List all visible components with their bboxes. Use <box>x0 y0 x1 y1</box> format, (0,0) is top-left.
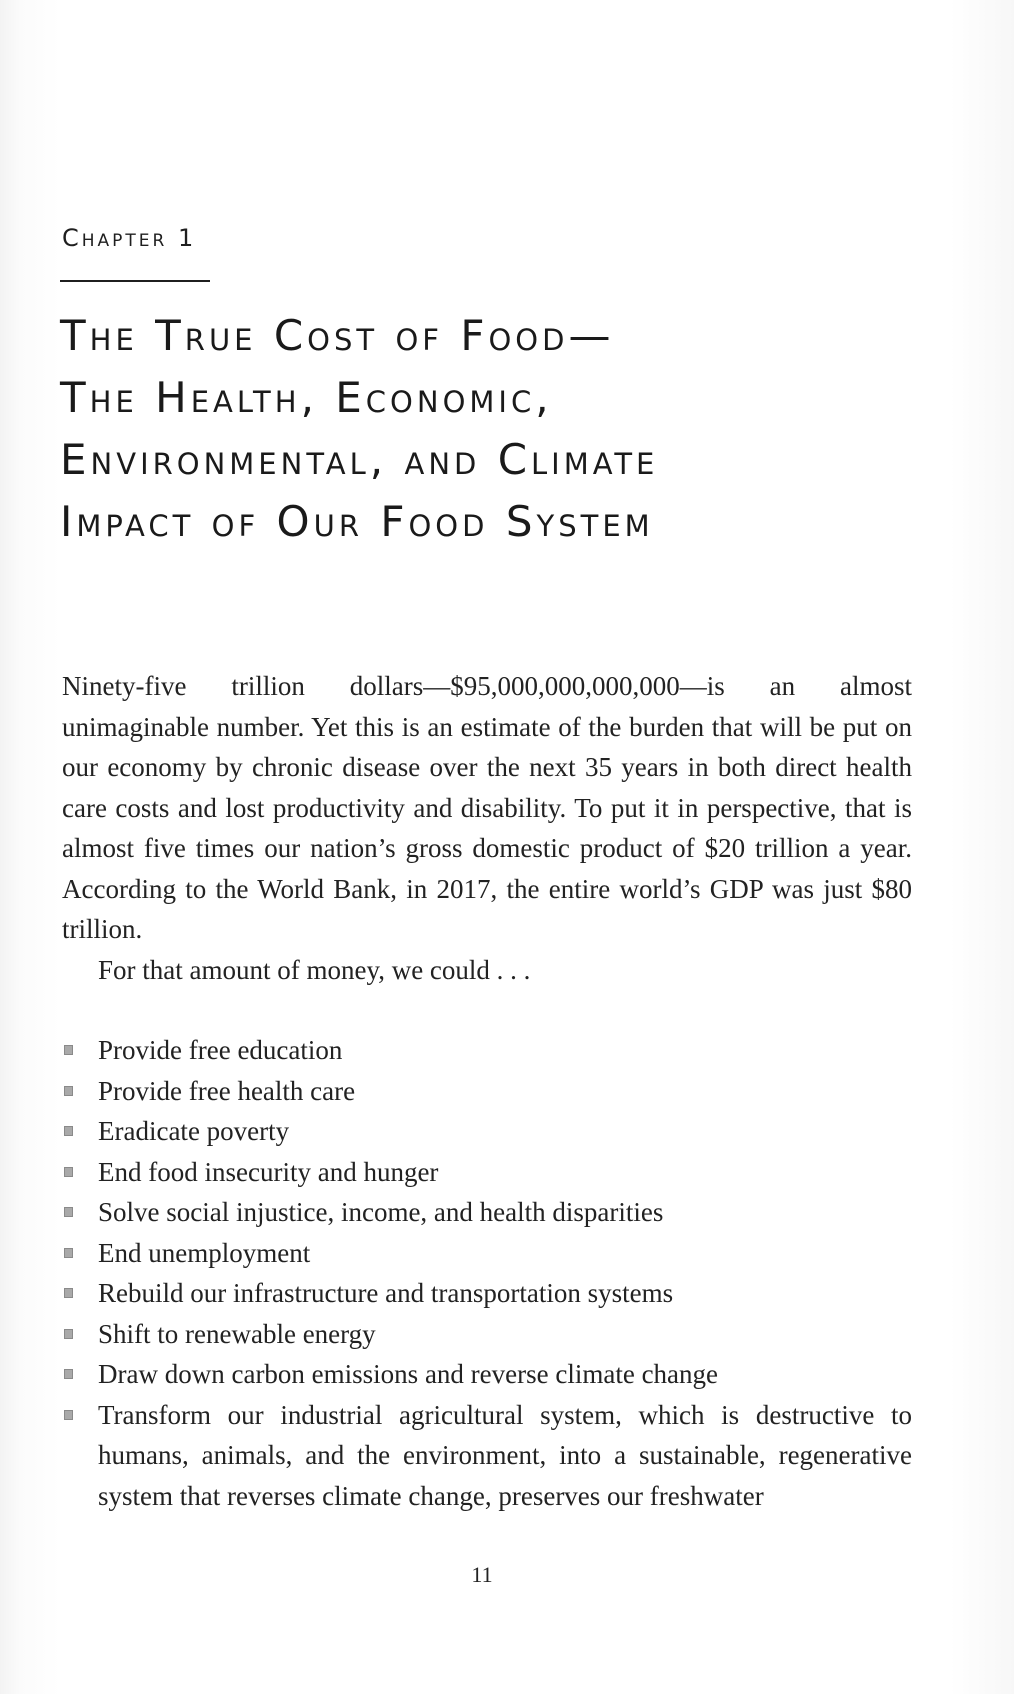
list-item <box>62 1030 912 1071</box>
chapter-title-line: The Health, Economic, <box>60 373 553 422</box>
square-bullet-icon <box>64 1126 73 1136</box>
list-item-text: Draw down carbon emissions and reverse climate change <box>98 1359 719 1389</box>
list-item <box>62 1314 912 1355</box>
square-bullet-icon <box>64 1167 73 1177</box>
list-item <box>62 1152 912 1193</box>
list-item <box>62 1192 912 1233</box>
list-item <box>62 1354 912 1395</box>
list-item <box>62 1273 912 1314</box>
chapter-divider <box>60 280 210 282</box>
list-item-text: End unemployment <box>98 1237 311 1268</box>
chapter-title-line: Environmental, and Climate <box>60 435 659 484</box>
list-item-text: Solve social injustice, income, and health disparities <box>98 1197 664 1227</box>
list-item-text: Transform our industrial agricultural system, which is destructive to humans, animals, and the environment, into a sustainable, regenerative system that reverses climate change, preserves our freshwater <box>98 1399 912 1511</box>
square-bullet-icon <box>64 1086 73 1096</box>
list-item <box>62 1395 912 1517</box>
square-bullet-icon <box>64 1329 73 1339</box>
chapter-title-line: Impact of Our Food System <box>60 497 654 546</box>
square-bullet-icon <box>64 1248 73 1258</box>
list-item-text: Shift to renewable energy <box>98 1318 376 1349</box>
chapter-label: Chapter 1 <box>62 224 197 252</box>
square-bullet-icon <box>64 1369 73 1379</box>
page-number: 11 <box>471 1562 493 1587</box>
square-bullet-icon <box>64 1207 73 1217</box>
list-item-text: Provide free education <box>98 1035 343 1065</box>
list-item <box>62 1111 912 1152</box>
list-item <box>62 1233 912 1274</box>
chapter-title <box>60 305 960 553</box>
square-bullet-icon <box>64 1288 73 1298</box>
body-paragraph: For that amount of money, we could . . . <box>98 955 531 985</box>
bullet-list <box>62 1030 912 1516</box>
list-item-text: Provide free health care <box>98 1075 356 1106</box>
list-item-text: End food insecurity and hunger <box>98 1156 439 1187</box>
list-item-text: Rebuild our infrastructure and transportation systems <box>98 1278 674 1308</box>
chapter-title-line: The True Cost of Food— <box>60 311 615 360</box>
list-item <box>62 1071 912 1112</box>
list-item-text: Eradicate poverty <box>98 1116 290 1146</box>
body-paragraph: Ninety-five trillion dollars—$95,000,000,000,000—is an almost unimaginable number. Yet this is an estimate of the burden that will be put on our economy by chronic disease over the next 35 years in both direct health care costs and lost productivity and disability. To put it in perspective, that is almost five times our nation’s gross domestic product of $20 trillion a year. According to the World Bank, in 2017, the entire world’s GDP was just $80 trillion. <box>62 671 912 944</box>
square-bullet-icon <box>64 1410 73 1420</box>
square-bullet-icon <box>64 1045 73 1055</box>
